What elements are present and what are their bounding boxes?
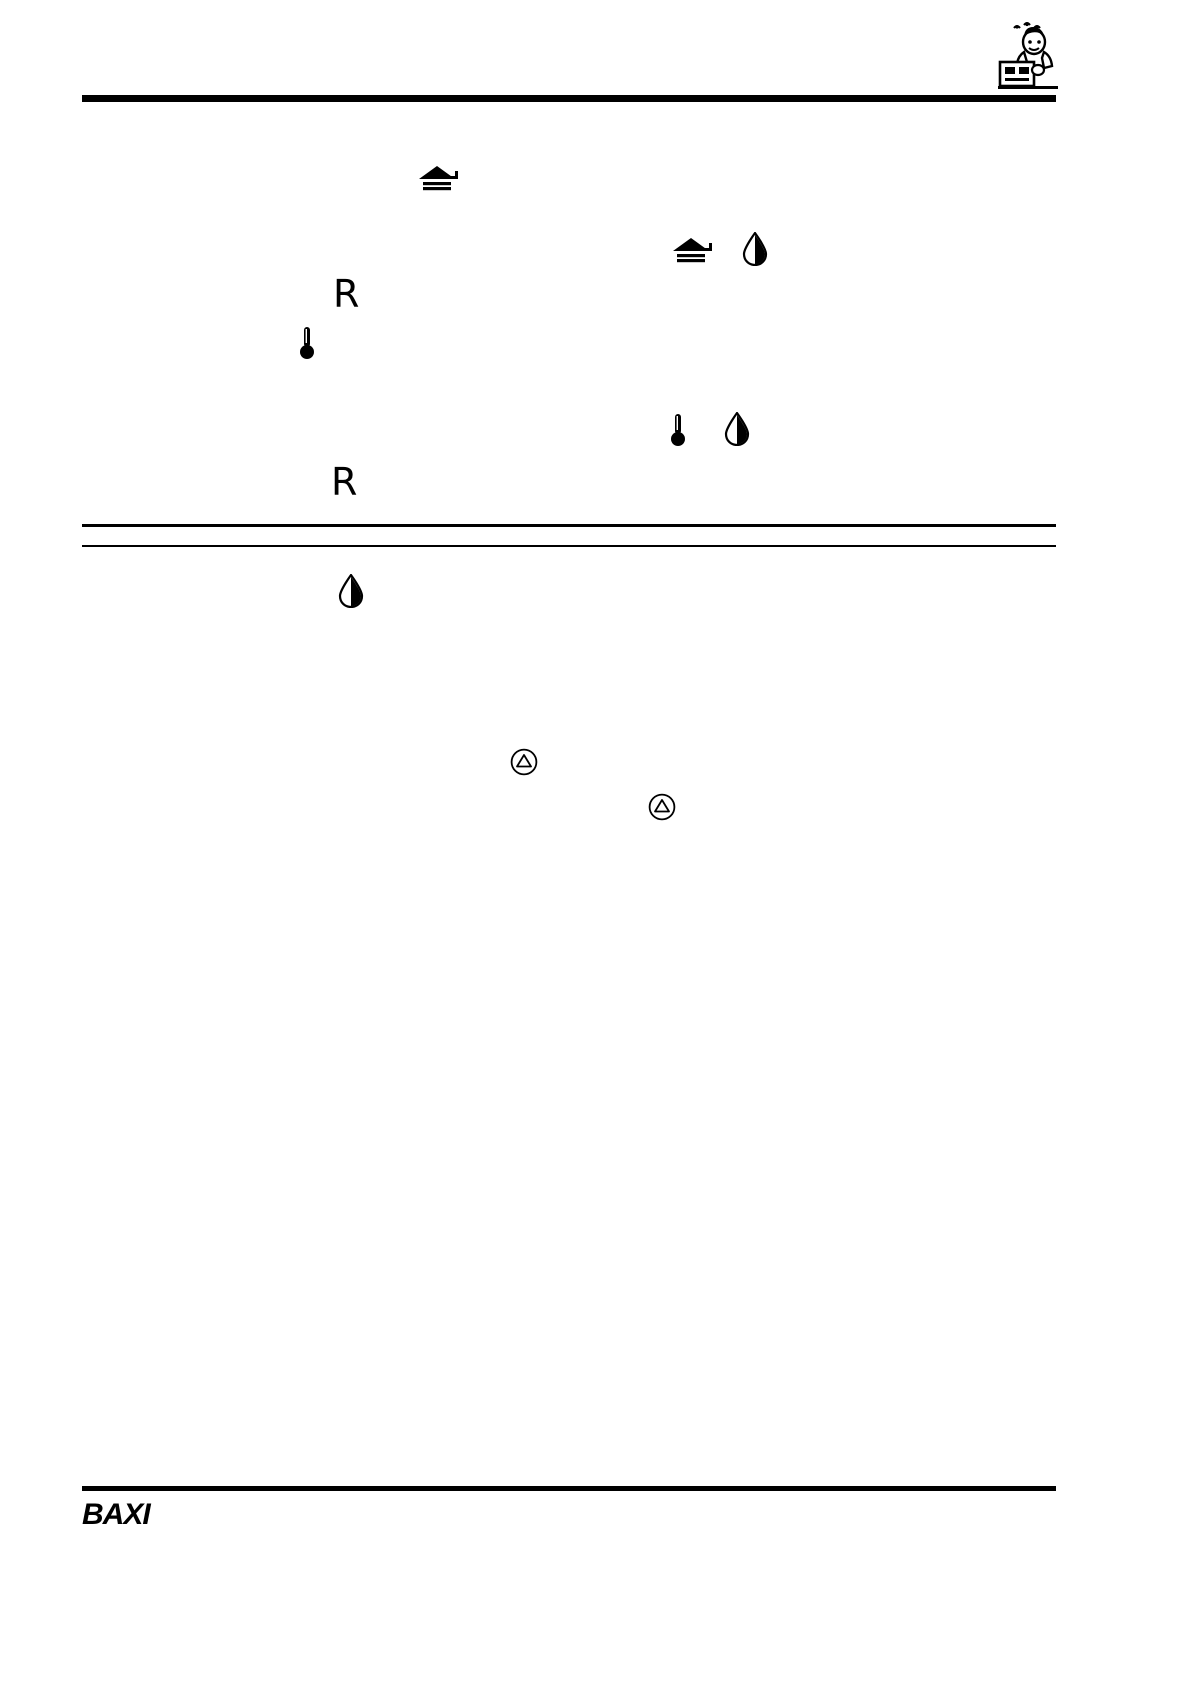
water-droplet-icon [722, 412, 752, 446]
house-heating-icon [417, 163, 459, 191]
footer-rule [82, 1486, 1056, 1491]
section-rule-lower [82, 545, 1056, 547]
brand-logo-baxi: BAXI [82, 1498, 150, 1531]
thermometer-icon [668, 412, 688, 448]
triangle-in-circle-icon [648, 793, 676, 821]
house-heating-icon [671, 235, 713, 263]
water-droplet-icon [740, 232, 770, 266]
reset-letter-r-glyph: R [333, 272, 360, 316]
installer-technician-icon [994, 22, 1066, 90]
thermometer-icon [297, 325, 317, 361]
triangle-in-circle-icon [510, 748, 538, 776]
water-droplet-icon [336, 574, 366, 608]
section-rule-upper [82, 524, 1056, 527]
reset-letter-r-glyph: R [331, 460, 358, 504]
header-rule [82, 95, 1056, 102]
